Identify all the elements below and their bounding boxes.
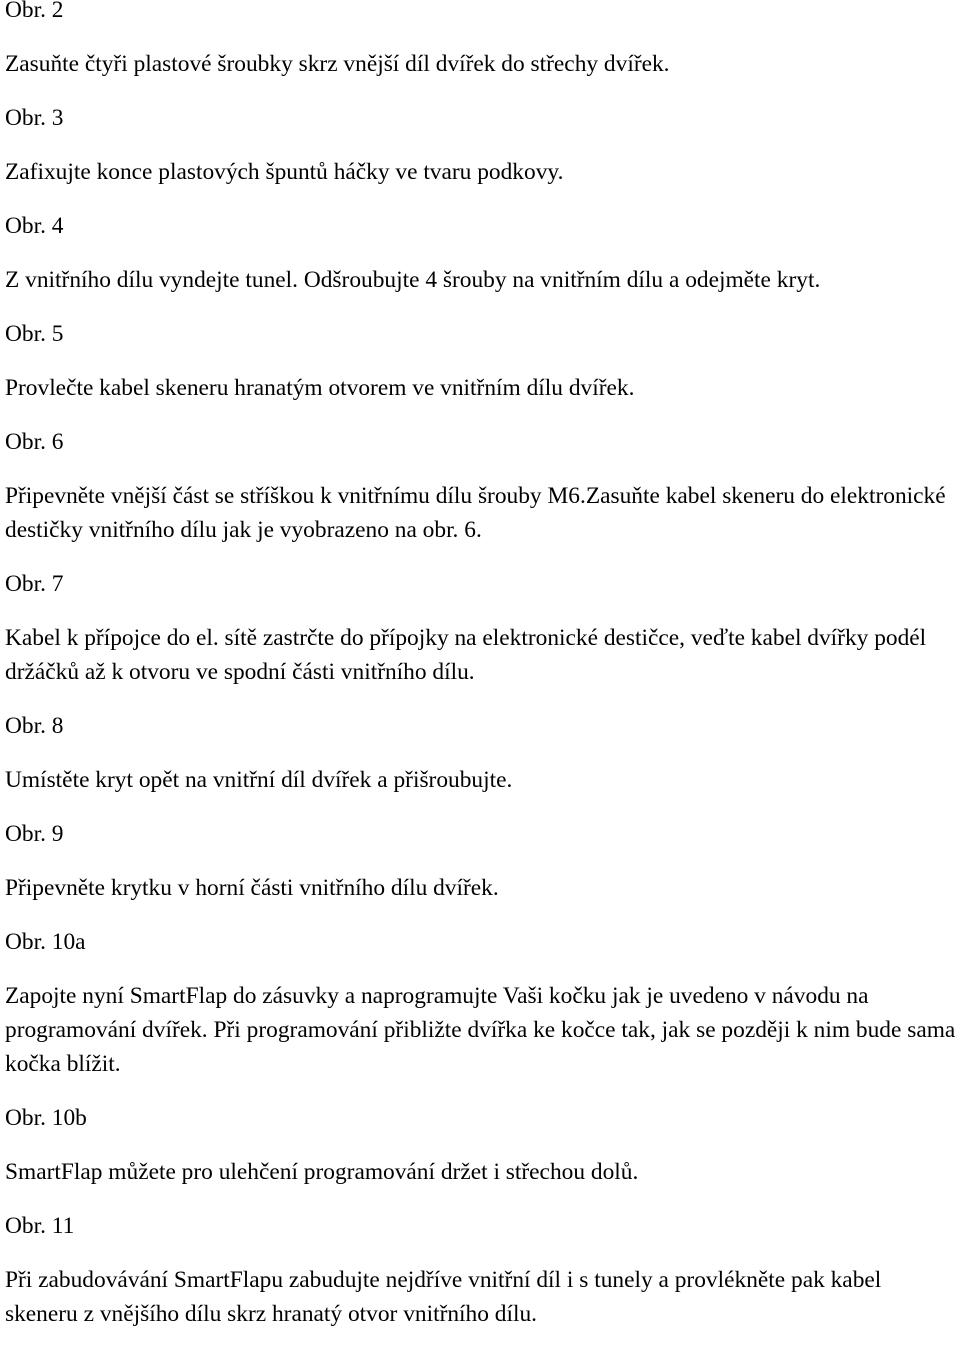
instruction-8: Umístěte kryt opět na vnitřní díl dvířek a přišroubujte. <box>5 767 513 793</box>
instruction-6: Připevněte vnější část se stříškou k vnitřnímu dílu šrouby M6.Zasuňte kabel skeneru do elektronické destičky vnitřního dílu jak je vyobrazeno na obr. 6. <box>5 483 946 543</box>
instruction-4: Z vnitřního dílu vyndejte tunel. Odšroubujte 4 šrouby na vnitřním dílu a odejměte kryt. <box>5 267 821 293</box>
figure-label-3: Obr. 3 <box>5 105 64 131</box>
figure-label-6: Obr. 6 <box>5 429 64 455</box>
figure-label-10b: Obr. 10b <box>5 1105 87 1131</box>
instruction-10a: Zapojte nyní SmartFlap do zásuvky a naprogramujte Vaši kočku jak je uvedeno v návodu na programování dvířek. Při programování přibližte dvířka ke kočce tak, jak se později k nim bude sama kočka blížit. <box>5 983 956 1077</box>
instruction-2: Zasuňte čtyři plastové šroubky skrz vnější díl dvířek do střechy dvířek. <box>5 51 670 77</box>
figure-label-9: Obr. 9 <box>5 821 64 847</box>
instruction-9: Připevněte krytku v horní části vnitřního dílu dvířek. <box>5 875 499 901</box>
figure-label-4: Obr. 4 <box>5 213 64 239</box>
instruction-5: Provlečte kabel skeneru hranatým otvorem ve vnitřním dílu dvířek. <box>5 375 635 401</box>
instruction-7: Kabel k přípojce do el. sítě zastrčte do přípojky na elektronické destičce, veďte kabel dvířky podél držáčků až k otvoru ve spodní části vnitřního dílu. <box>5 625 927 685</box>
figure-label-2: Obr. 2 <box>5 0 64 23</box>
figure-label-7: Obr. 7 <box>5 571 64 597</box>
figure-label-5: Obr. 5 <box>5 321 64 347</box>
figure-label-8: Obr. 8 <box>5 713 64 739</box>
instruction-11: Při zabudovávání SmartFlapu zabudujte nejdříve vnitřní díl i s tunely a provlékněte pak kabel skeneru z vnějšího dílu skrz hranatý otvor vnitřního dílu. <box>5 1267 882 1327</box>
document-body <box>5 0 958 1331</box>
instruction-3: Zafixujte konce plastových špuntů háčky ve tvaru podkovy. <box>5 159 564 185</box>
instruction-10b: SmartFlap můžete pro ulehčení programování držet i střechou dolů. <box>5 1159 639 1185</box>
figure-label-10a: Obr. 10a <box>5 929 86 955</box>
figure-label-11: Obr. 11 <box>5 1213 75 1239</box>
